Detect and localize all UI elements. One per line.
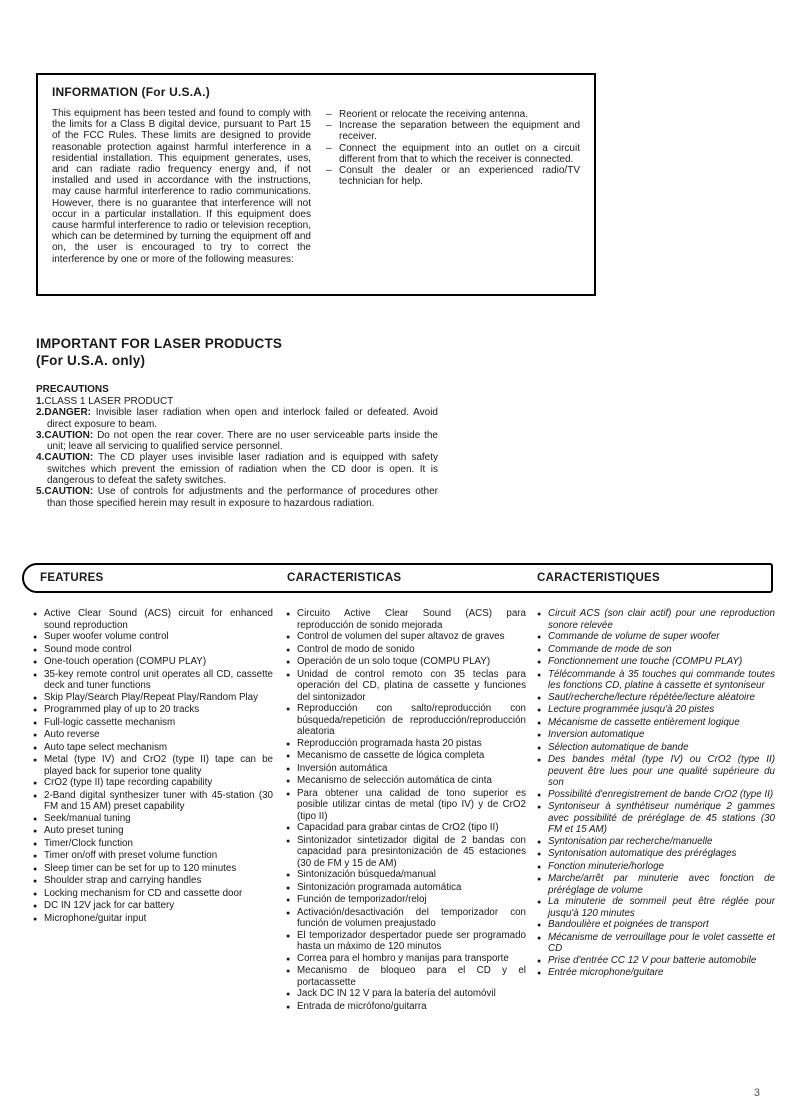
feature-item	[537, 967, 775, 980]
feature-item	[33, 790, 273, 813]
precaution-item	[36, 452, 438, 486]
bullet-icon: ●	[537, 634, 542, 641]
list-item-text: Reorient or relocate the receiving antenna.	[339, 109, 529, 120]
bullet-icon: ●	[33, 634, 38, 641]
features-header-french: CARACTERISTIQUES	[537, 572, 661, 584]
list-item-text: Increase the separation between the equipment and receiver.	[339, 120, 580, 143]
bullet-icon: ●	[537, 804, 542, 811]
feature-text: 2-Band digital synthesizer tuner with 45-station (30 FM and 15 AM) preset capability	[44, 789, 273, 812]
bullet-icon: ●	[537, 957, 542, 965]
bullet-icon: ●	[33, 732, 38, 739]
fcc-statement-text: This equipment has been tested and found to comply with the limits for a Class B digital device, pursuant to Part 15 of the FCC Rules. These limits are designed to provide reasonable protection against harmful interference in a residential installation. This equipment generates, uses, and can radiate radio frequency energy and, if not installed and used in accordance with the instructions, may cause harmful interference to radio communications. However, there is no guarantee that interference will not occur in a particular installation. If this equipment does cause harmful interference to radio or television reception, which can be determined by turning the equipment off and on, the user is encouraged to try to correct the interference by one or more of the following measures:	[52, 108, 311, 265]
bullet-icon: ●	[33, 694, 38, 702]
bullet-icon: ●	[537, 863, 542, 871]
feature-text: Shoulder strap and carrying handles	[44, 875, 202, 886]
feature-item	[537, 801, 775, 836]
bullet-icon: ●	[286, 932, 291, 940]
bullet-icon: ●	[33, 792, 38, 800]
feature-item	[286, 822, 526, 835]
feature-item	[537, 669, 775, 692]
feature-text: Sintonización programada automática	[297, 881, 462, 893]
feature-text: Inversión automática	[297, 762, 388, 774]
bullet-icon: ●	[286, 968, 291, 975]
feature-item	[286, 1001, 526, 1014]
feature-text: Control de modo de sonido	[297, 643, 415, 655]
feature-item	[537, 656, 775, 669]
item-number: 3.	[36, 429, 45, 441]
feature-text: Mecanismo de bloqueo para el CD y el portacassette	[297, 965, 526, 988]
feature-item	[286, 750, 526, 763]
bullet-icon: ●	[537, 719, 542, 727]
feature-item	[537, 955, 775, 968]
feature-text: Locking mechanism for CD and cassette door	[44, 887, 243, 899]
feature-item	[286, 953, 526, 966]
feature-text: Marche/arrêt par minuterie avec fonction de préréglage de volume	[548, 873, 775, 896]
features-list-french	[537, 608, 775, 1013]
feature-item	[286, 965, 526, 988]
feature-text: Sound mode control	[44, 643, 132, 655]
feature-item	[33, 913, 273, 926]
feature-text: Timer/Clock function	[44, 837, 133, 849]
feature-item	[537, 692, 775, 705]
feature-item	[33, 704, 273, 717]
features-columns	[33, 608, 775, 1013]
bullet-icon: ●	[286, 778, 291, 785]
feature-text: Saut/recherche/lecture répétée/lecture aléatoire	[548, 691, 755, 703]
bullet-icon: ●	[537, 611, 542, 618]
list-item	[326, 143, 580, 165]
feature-text: Sleep timer can be set for up to 120 minutes	[44, 862, 237, 874]
feature-item	[33, 900, 273, 913]
info-box-columns	[52, 108, 580, 265]
feature-item	[537, 896, 775, 919]
feature-text: Mecanismo de cassette de lógica completa	[297, 750, 485, 761]
feature-item	[286, 656, 526, 669]
bullet-icon: ●	[286, 955, 291, 963]
feature-text: Auto reverse	[44, 729, 100, 740]
feature-text: Microphone/guitar input	[44, 912, 147, 924]
item-text: Invisible laser radiation when open and interlock failed or defeated. Avoid direct exposure to beam.	[47, 407, 438, 430]
bullet-icon: ●	[33, 611, 38, 618]
laser-title-line1: IMPORTANT FOR LASER PRODUCTS	[36, 336, 283, 351]
feature-text: Sélection automatique de bande	[548, 741, 689, 753]
feature-item	[537, 919, 775, 932]
feature-text: Unidad de control remoto con 35 teclas para operación del CD, platina de cassette y funciones del sintonizador	[297, 668, 526, 703]
feature-item	[286, 894, 526, 907]
dash-bullet: –	[326, 120, 332, 132]
bullet-icon: ●	[286, 872, 291, 879]
feature-text: Sintonizador sintetizador digital de 2 bandas con capacidad para presintonización de 45 estaciones (30 de FM y 15 de AM)	[297, 834, 526, 869]
features-header-spanish: CARACTERISTICAS	[287, 572, 402, 584]
feature-text: El temporizador despertador puede ser programado hasta un máximo de 120 minutos	[297, 929, 526, 952]
bullet-icon: ●	[286, 634, 291, 641]
feature-text: Des bandes métal (type IV) ou CrO2 (type II) peuvent être lues pour une qualité supérieure du son	[548, 754, 775, 788]
item-text: The CD player uses invisible laser radiation and is equipped with safety switches which prevent the emission of radiation when the CD door is open. It is dangerous to defeat the safety switches.	[47, 452, 438, 487]
feature-item	[286, 930, 526, 953]
feature-item	[537, 742, 775, 755]
feature-text: Operación de un solo toque (COMPU PLAY)	[297, 656, 491, 667]
dash-bullet: –	[326, 165, 332, 177]
bullet-icon: ●	[33, 659, 38, 666]
feature-text: Syntonisation par recherche/manuelle	[548, 835, 713, 847]
feature-item	[33, 850, 273, 863]
feature-text: Full-logic cassette mechanism	[44, 716, 176, 728]
feature-text: Skip Play/Search Play/Repeat Play/Random Play	[44, 691, 259, 703]
bullet-icon: ●	[33, 780, 38, 787]
list-item	[326, 109, 580, 120]
bullet-icon: ●	[33, 853, 38, 860]
precautions-list	[36, 396, 438, 509]
feature-text: Correa para el hombro y manijas para transporte	[297, 952, 509, 964]
feature-item	[286, 835, 526, 870]
feature-text: Télécommande à 35 touches qui commande toutes les fonctions CD, platine à cassette et syntoniseur	[548, 668, 775, 691]
list-item-text: Connect the equipment into an outlet on a circuit different from that to which the receiver is connected.	[339, 142, 580, 165]
feature-item	[33, 777, 273, 790]
feature-text: Programmed play of up to 20 tracks	[44, 704, 200, 715]
feature-item	[537, 608, 775, 631]
features-header-english: FEATURES	[40, 572, 104, 584]
feature-item	[33, 717, 273, 730]
feature-item	[286, 669, 526, 704]
feature-item	[537, 729, 775, 742]
bullet-icon: ●	[537, 922, 542, 929]
bullet-icon: ●	[286, 706, 291, 713]
feature-text: Control de volumen del super altavoz de graves	[297, 631, 505, 642]
feature-text: Entrée microphone/guitare	[548, 967, 664, 978]
feature-text: Syntoniseur à synthétiseur numérique 2 gammes avec possibilité de préréglage de 45 stations (30 FM et 15 AM)	[548, 801, 775, 835]
bullet-icon: ●	[286, 646, 291, 654]
feature-item	[286, 882, 526, 895]
item-number: 2.	[36, 407, 45, 419]
feature-text: Función de temporizador/reloj	[297, 894, 427, 905]
feature-item	[33, 813, 273, 826]
feature-item	[286, 788, 526, 823]
feature-text: DC IN 12V jack for car battery	[44, 900, 175, 911]
bullet-icon: ●	[286, 884, 291, 892]
feature-text: 35-key remote control unit operates all CD, cassette deck and tuner functions	[44, 668, 273, 691]
bullet-icon: ●	[286, 909, 291, 917]
feature-item	[33, 656, 273, 669]
bullet-icon: ●	[33, 840, 38, 848]
bullet-icon: ●	[33, 865, 38, 873]
features-header-bar	[22, 563, 773, 593]
feature-text: Auto tape select mechanism	[44, 741, 168, 753]
feature-item	[286, 763, 526, 776]
item-warning-label: CAUTION:	[44, 429, 94, 441]
bullet-icon: ●	[537, 899, 542, 906]
feature-item	[537, 789, 775, 802]
feature-text: Fonction minuterie/horloge	[548, 860, 664, 872]
bullet-icon: ●	[286, 753, 291, 760]
laser-title-line2: (For U.S.A. only)	[36, 353, 146, 368]
info-box-title: INFORMATION (For U.S.A.)	[52, 85, 210, 99]
feature-item	[33, 742, 273, 755]
bullet-icon: ●	[33, 646, 38, 654]
feature-item	[286, 644, 526, 657]
bullet-icon: ●	[286, 740, 291, 748]
feature-text: Fonctionnement une touche (COMPU PLAY)	[548, 656, 743, 667]
bullet-icon: ●	[286, 1003, 291, 1011]
list-item	[326, 165, 580, 187]
feature-text: One-touch operation (COMPU PLAY)	[44, 656, 207, 667]
bullet-icon: ●	[33, 890, 38, 898]
feature-text: Inversion automatique	[548, 729, 645, 740]
feature-text: Mécanisme de verrouillage pour le volet cassette et CD	[548, 931, 775, 954]
feature-text: Metal (type IV) and CrO2 (type II) tape can be played back for superior tone quality	[44, 754, 273, 777]
bullet-icon: ●	[537, 732, 542, 739]
feature-item	[286, 738, 526, 751]
feature-text: Auto preset tuning	[44, 825, 124, 836]
bullet-icon: ●	[286, 825, 291, 832]
bullet-icon: ●	[537, 659, 542, 666]
bullet-icon: ●	[537, 744, 542, 752]
bullet-icon: ●	[537, 757, 542, 764]
bullet-icon: ●	[33, 828, 38, 835]
bullet-icon: ●	[537, 934, 542, 942]
item-text: Do not open the rear cover. There are no user serviceable parts inside the unit; leave all servicing to qualified service personnel.	[47, 429, 438, 453]
bullet-icon: ●	[33, 719, 38, 727]
page-number: 3	[753, 1087, 760, 1099]
feature-text: Jack DC IN 12 V para la batería del automóvil	[297, 988, 496, 999]
feature-text: Syntonisation automatique des préréglages	[548, 848, 737, 859]
feature-item	[33, 863, 273, 876]
dash-bullet: –	[326, 109, 332, 120]
feature-item	[537, 717, 775, 730]
feature-item	[537, 631, 775, 644]
features-list-spanish	[286, 608, 526, 1013]
feature-text: Commande de volume de super woofer	[548, 631, 720, 642]
feature-text: Mecanismo de selección automática de cinta	[297, 775, 492, 786]
feature-item	[537, 644, 775, 657]
feature-item	[33, 825, 273, 838]
feature-item	[537, 861, 775, 874]
feature-item	[537, 836, 775, 849]
feature-item	[286, 775, 526, 788]
bullet-icon: ●	[286, 837, 291, 845]
bullet-icon: ●	[537, 707, 542, 714]
item-number: 1.	[36, 396, 45, 407]
bullet-icon: ●	[537, 970, 542, 977]
feature-item	[286, 988, 526, 1001]
bullet-icon: ●	[286, 897, 291, 904]
bullet-icon: ●	[33, 707, 38, 714]
feature-item	[33, 669, 273, 692]
bullet-icon: ●	[33, 915, 38, 923]
feature-item	[33, 875, 273, 888]
feature-text: Circuito Active Clear Sound (ACS) para reproducción de sonido mejorada	[297, 608, 526, 631]
item-warning-label: CAUTION:	[44, 486, 94, 498]
feature-item	[286, 869, 526, 882]
feature-text: Timer on/off with preset volume function	[44, 850, 218, 861]
bullet-icon: ●	[33, 903, 38, 910]
bullet-icon: ●	[33, 671, 38, 679]
feature-item	[537, 873, 775, 896]
feature-text: Active Clear Sound (ACS) circuit for enhanced sound reproduction	[44, 608, 273, 631]
precaution-item	[36, 407, 438, 430]
bullet-icon: ●	[286, 671, 291, 679]
feature-item	[286, 703, 526, 738]
bullet-icon: ●	[286, 991, 291, 998]
feature-text: Sintonización búsqueda/manual	[297, 869, 436, 880]
feature-text: Bandoulière et poignées de transport	[548, 919, 709, 930]
feature-item	[33, 838, 273, 851]
list-item-text: Consult the dealer or an experienced radio/TV technician for help.	[339, 165, 580, 188]
bullet-icon: ●	[286, 611, 291, 618]
bullet-icon: ●	[286, 765, 291, 773]
feature-text: Reproducción programada hasta 20 pistas	[297, 737, 482, 749]
precaution-item	[36, 396, 438, 407]
feature-text: Para obtener una calidad de tono superior es posible utilizar cintas de metal (tipo IV) y de CrO2 (tipo II)	[297, 787, 526, 822]
feature-item	[33, 644, 273, 657]
precaution-item	[36, 430, 438, 453]
feature-item	[537, 704, 775, 717]
feature-text: Lecture programmée jusqu'à 20 pistes	[548, 704, 715, 715]
feature-text: Possibilité d'enregistrement de bande CrO2 (type II)	[548, 788, 774, 800]
feature-text: Capacidad para grabar cintas de CrO2 (tipo II)	[297, 822, 499, 833]
bullet-icon: ●	[537, 791, 542, 799]
item-text: CLASS 1 LASER PRODUCT	[44, 396, 174, 407]
feature-item	[537, 848, 775, 861]
list-item	[326, 120, 580, 142]
feature-text: Mécanisme de cassette entièrement logique	[548, 716, 740, 728]
interference-measures-list	[326, 108, 580, 265]
feature-text: Commande de mode de son	[548, 643, 672, 655]
bullet-icon: ●	[537, 671, 542, 679]
bullet-icon: ●	[537, 851, 542, 858]
item-number: 4.	[36, 452, 45, 464]
feature-text: Seek/manual tuning	[44, 812, 131, 824]
item-warning-label: CAUTION:	[44, 452, 94, 464]
feature-text: Circuit ACS (son clair actif) pour une reproduction sonore relevée	[548, 608, 775, 631]
bullet-icon: ●	[537, 694, 542, 702]
feature-item	[33, 888, 273, 901]
feature-text: Super woofer volume control	[44, 631, 169, 642]
feature-item	[286, 907, 526, 930]
precaution-item	[36, 486, 438, 509]
feature-text: Reproducción con salto/reproducción con búsqueda/repetición de reproducción/reproducción aleatoria	[297, 703, 526, 737]
feature-item	[33, 729, 273, 742]
bullet-icon: ●	[537, 646, 542, 654]
precautions-heading: PRECAUTIONS	[36, 384, 109, 395]
feature-text: Activación/desactivación del temporizador con función de volumen preajustado	[297, 906, 526, 929]
feature-item	[33, 692, 273, 705]
feature-item	[537, 932, 775, 955]
feature-item	[33, 631, 273, 644]
bullet-icon: ●	[537, 838, 542, 846]
bullet-icon: ●	[33, 815, 38, 823]
item-warning-label: DANGER:	[44, 407, 92, 419]
feature-text: Prise d'entrée CC 12 V pour batterie automobile	[548, 954, 757, 966]
fcc-information-box	[36, 73, 596, 296]
feature-item	[33, 754, 273, 777]
bullet-icon: ●	[33, 878, 38, 885]
laser-products-section	[36, 335, 438, 509]
feature-item	[286, 631, 526, 644]
feature-item	[286, 608, 526, 631]
bullet-icon: ●	[33, 757, 38, 764]
bullet-icon: ●	[286, 790, 291, 798]
bullet-icon: ●	[33, 744, 38, 752]
item-text: Use of controls for adjustments and the performance of procedures other than those specified herein may result in exposure to hazardous radiation.	[47, 486, 438, 509]
feature-item	[33, 608, 273, 631]
dash-bullet: –	[326, 142, 332, 154]
bullet-icon: ●	[537, 876, 542, 883]
laser-section-title	[36, 335, 438, 369]
feature-text: La minuterie de sommeil peut être réglée pour jusqu'à 120 minutes	[548, 896, 775, 919]
item-number: 5.	[36, 486, 45, 498]
feature-item	[537, 754, 775, 789]
feature-text: CrO2 (type II) tape recording capability	[44, 777, 213, 788]
bullet-icon: ●	[286, 659, 291, 666]
features-list-english	[33, 608, 273, 1013]
feature-text: Entrada de micrófono/guitarra	[297, 1000, 427, 1012]
